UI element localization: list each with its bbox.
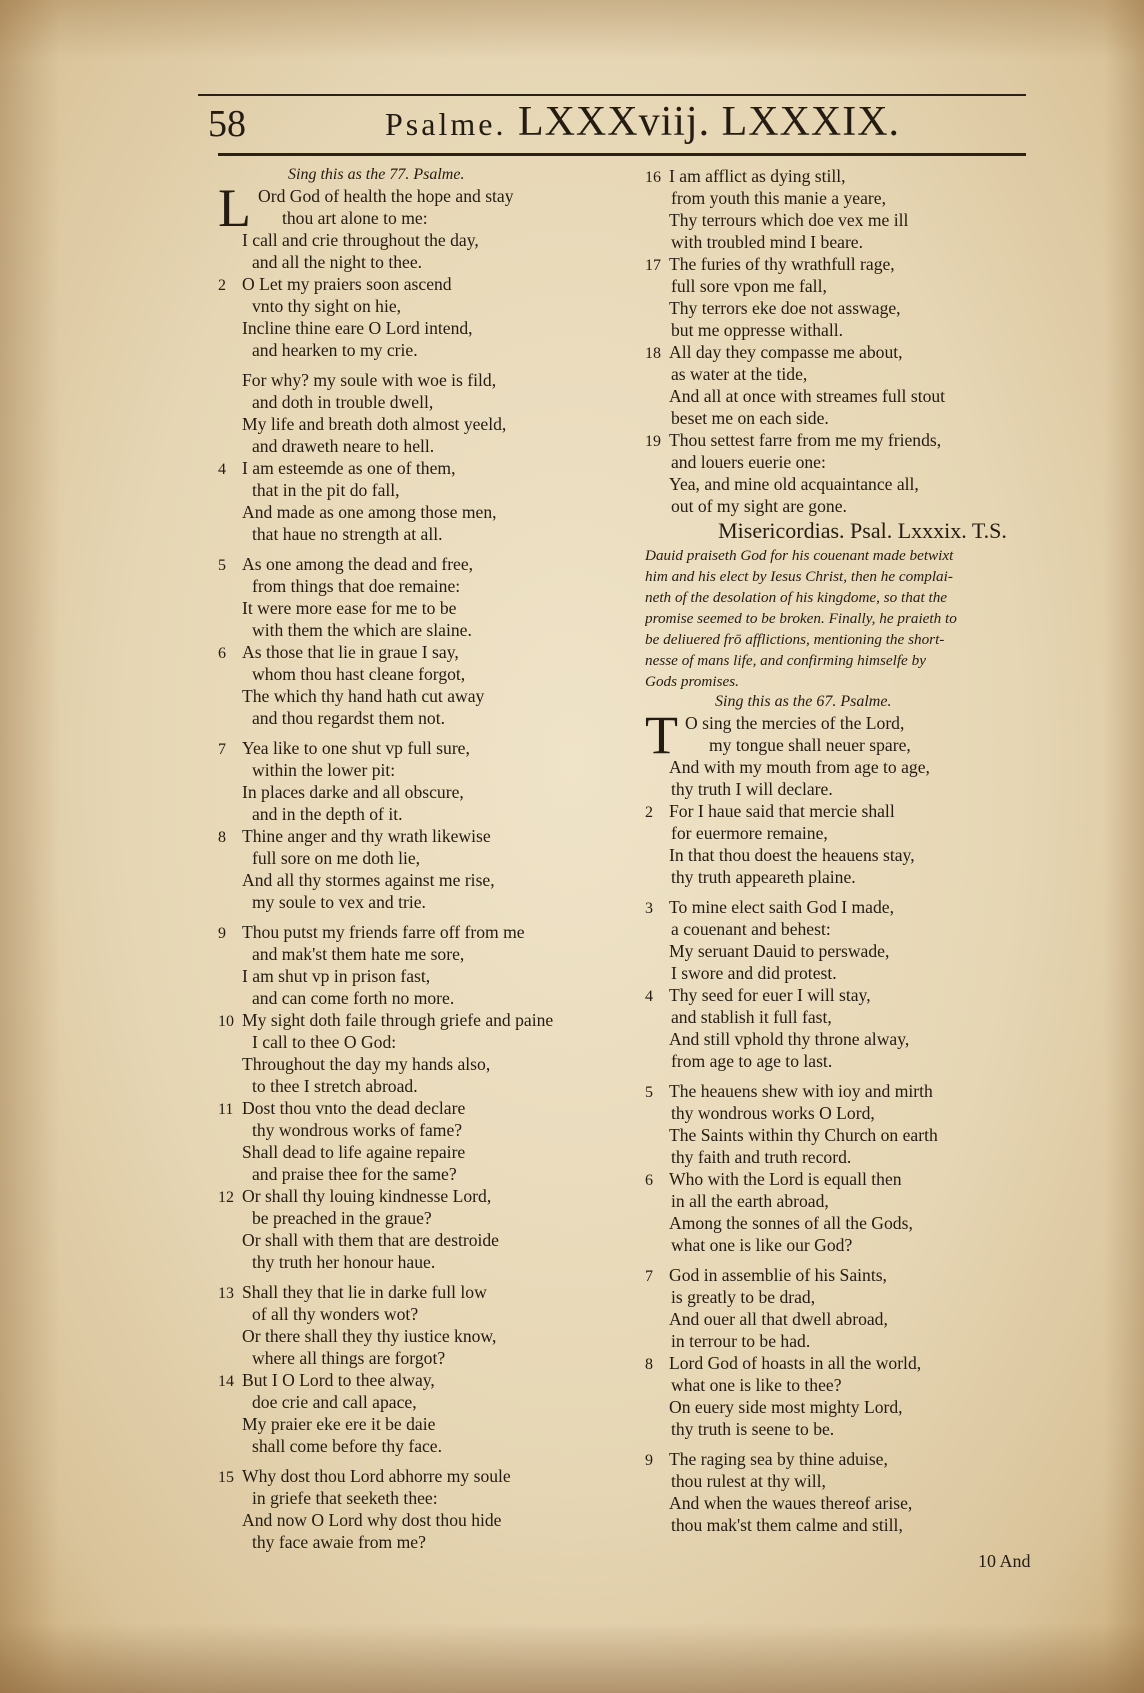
catchword: 10 And [978,1551,1031,1571]
verse-line [218,1281,638,1303]
verse-text: as water at the tide, [671,364,808,384]
verse-line [218,1229,638,1251]
verse-text: and in the depth of it. [252,804,403,824]
verse-text: Or shall with them that are destroide [242,1230,499,1250]
verse-text: thy truth her honour haue. [252,1252,436,1272]
verse-line [218,1509,638,1531]
verse-text: in terrour to be had. [671,1331,811,1351]
verse-line [218,685,638,707]
verse-line [218,339,638,361]
verse-line [218,1163,638,1185]
verse-line [218,273,638,295]
verse-text: For why? my soule with woe is fild, [242,370,497,390]
verse-text: from age to age to last. [671,1051,833,1071]
verse-text: in all the earth abroad, [671,1191,829,1211]
verse-line [645,1286,1040,1308]
verse-number: 2 [645,804,653,821]
argument-line: be deliuered frō afflictions, mentioning the short- [645,631,945,648]
verse-line [218,921,638,943]
verse-number: 5 [218,557,226,574]
verse-text: where all things are forgot? [252,1348,446,1368]
verse-line [218,1207,638,1229]
verse-text: My seruant Dauid to perswade, [669,941,890,961]
verse-number: 13 [218,1285,234,1302]
drop-capital: L [218,178,251,238]
verse-text: thy wondrous works of fame? [252,1120,463,1140]
verse-line [218,707,638,729]
argument-line: him and his elect by Iesus Christ, then he complai- [645,568,953,585]
verse-text: what one is like to thee? [671,1375,842,1395]
verse-text: a couenant and behest: [671,919,831,939]
verse-text: full sore vpon me fall, [671,276,827,296]
verse-text: that in the pit do fall, [252,480,400,500]
verse-line [645,165,1040,187]
verse-line [218,575,638,597]
verse-text: Thou putst my friends farre off from me [242,922,525,942]
verse-text: beset me on each side. [671,408,829,428]
verse-text: In that thou doest the heauens stay, [669,845,915,865]
verse-line [218,317,638,339]
verse-text: Dost thou vnto the dead declare [242,1098,466,1118]
opening-stanza [218,178,638,238]
verse-line [645,778,1040,800]
psalm-argument [645,545,1040,692]
verse-text: The which thy hand hath cut away [242,686,485,706]
verse-text: and thou regardst them not. [252,708,445,728]
verse-line [645,385,1040,407]
verse-number: 9 [645,1452,653,1469]
verse-line [645,187,1040,209]
argument-line: promise seemed to be broken. Finally, he praieth to [645,610,957,627]
verse-line [218,501,638,523]
verse-line [218,1185,638,1207]
verse-text: Throughout the day my hands also, [242,1054,491,1074]
verse-text: In places darke and all obscure, [242,782,464,802]
verse-line [218,1413,638,1435]
verse-text: what one is like our God? [671,1235,853,1255]
verse-number: 17 [645,257,661,274]
verse-text: with troubled mind I beare. [671,232,864,252]
argument-line: nesse of mans life, and confirming himselfe by [645,652,926,669]
verse-text: O Let my praiers soon ascend [242,274,452,294]
verse-text: Among the sonnes of all the Gods, [669,1213,913,1233]
verse-text: thy truth I will declare. [671,779,833,799]
stanza-gap [218,545,638,553]
verse-text: I am shut vp in prison fast, [242,966,431,986]
verse-line [645,962,1040,984]
verse-text: My praier eke ere it be daie [242,1414,436,1434]
verse-line [218,597,638,619]
verse-text: I swore and did protest. [671,963,837,983]
verse-number: 14 [218,1373,234,1390]
verse-line [645,984,1040,1006]
verse-line [218,1435,638,1457]
verse-line [218,1031,638,1053]
verse-line [218,847,638,869]
verse-text: Thy terrors eke doe not asswage, [669,298,901,318]
verse-line [645,253,1040,275]
verse-line [645,231,1040,253]
verse-text: and louers euerie one: [671,452,826,472]
verse-text: out of my sight are gone. [671,496,847,516]
verse-text: But I O Lord to thee alway, [242,1370,435,1390]
verse-number: 18 [645,345,661,362]
verse-text: The furies of thy wrathfull rage, [669,254,895,274]
verse-line [218,1531,638,1553]
verse-text: and draweth neare to hell. [252,436,435,456]
stanza-gap [645,1440,1040,1448]
running-head-numerals: LXXXviij. LXXXIX. [517,99,901,145]
verse-line [218,987,638,1009]
verse-line [645,822,1040,844]
verse-line [218,1303,638,1325]
tune-direction: Sing this as the 67. Psalme. [715,693,892,710]
verse-text: I call and crie throughout the day, [242,230,479,250]
verse-text: thou rulest at thy will, [671,1471,826,1491]
verse-text: I am afflict as dying still, [669,166,846,186]
verse-text: for euermore remaine, [671,823,828,843]
verse-text: Thy terrours which doe vex me ill [669,210,909,230]
verse-line [645,1102,1040,1124]
verse-text: And still vphold thy throne alway, [669,1029,910,1049]
verse-text: Why dost thou Lord abhorre my soule [242,1466,511,1486]
verse-number: 3 [645,900,653,917]
verse-line [645,1418,1040,1440]
verse-text: thou mak'st them calme and still, [671,1515,903,1535]
opening-line: my tongue shall neuer spare, [709,735,911,755]
verse-line [645,451,1040,473]
verse-line [218,1369,638,1391]
verse-text: All day they compasse me about, [669,342,903,362]
verse-line [218,1487,638,1509]
verse-text: And when the waues thereof arise, [669,1493,913,1513]
verse-text: within the lower pit: [252,760,396,780]
verse-line [645,1212,1040,1234]
verse-line [645,1264,1040,1286]
verse-number: 10 [218,1013,234,1030]
verse-text: Yea, and mine old acquaintance all, [669,474,919,494]
verse-text: doe crie and call apace, [252,1392,417,1412]
verse-text: and hearken to my crie. [252,340,418,360]
verse-text: My sight doth faile through griefe and paine [242,1010,554,1030]
verse-number: 12 [218,1189,234,1206]
verse-number: 7 [645,1268,653,1285]
verse-line [645,407,1040,429]
verse-text: thy faith and truth record. [671,1147,852,1167]
verse-line [218,1075,638,1097]
verse-text: to thee I stretch abroad. [252,1076,418,1096]
verse-text: Shall they that lie in darke full low [242,1282,487,1302]
verse-text: from youth this manie a yeare, [671,188,886,208]
verse-text: in griefe that seeketh thee: [252,1488,438,1508]
verse-number: 6 [218,645,226,662]
verse-text: Yea like to one shut vp full sure, [242,738,470,758]
verse-text: As those that lie in graue I say, [242,642,459,662]
verse-line [218,943,638,965]
verse-line [645,1190,1040,1212]
opening-stanza [645,705,1040,765]
verse-line [645,1330,1040,1352]
verse-text: Shall dead to life againe repaire [242,1142,466,1162]
verse-line [645,1028,1040,1050]
verse-text: For I haue said that mercie shall [669,801,895,821]
verse-line [218,759,638,781]
verse-text: thy face awaie from me? [252,1532,426,1552]
verse-line [218,229,638,251]
verse-text: and stablish it full fast, [671,1007,832,1027]
verse-line [218,965,638,987]
verse-line [218,1251,638,1273]
verse-text: My life and breath doth almost yeeld, [242,414,507,434]
verse-line [645,896,1040,918]
verse-number: 7 [218,741,226,758]
verse-text: It were more ease for me to be [242,598,457,618]
verse-text: Thou settest farre from me my friends, [669,430,942,450]
verse-line [218,641,638,663]
verse-line [645,341,1040,363]
verse-line [645,473,1040,495]
top-rule [198,94,1026,96]
verse-line [218,891,638,913]
verse-line [218,1119,638,1141]
verse-line [645,1006,1040,1028]
verse-text: vnto thy sight on hie, [252,296,402,316]
running-head-title: Psalme. [385,106,507,142]
verse-text: shall come before thy face. [252,1436,443,1456]
verse-number: 5 [645,1084,653,1101]
verse-line [645,1234,1040,1256]
bottom-edge-stain [0,1623,1144,1693]
verse-line [645,1514,1040,1536]
verse-number: 8 [218,829,226,846]
stanza-gap [218,729,638,737]
verse-text: from things that doe remaine: [252,576,461,596]
verse-number: 11 [218,1101,234,1118]
verse-number: 16 [645,169,661,186]
verse-lines [645,165,1040,517]
verse-text: Thy seed for euer I will stay, [669,985,871,1005]
verse-number: 19 [645,433,661,450]
verse-lines [218,229,638,1553]
verse-line [218,663,638,685]
verse-line [218,619,638,641]
verse-line [218,1053,638,1075]
stanza-gap [218,1457,638,1465]
page-number: 58 [208,103,246,145]
verse-text: be preached in the graue? [252,1208,432,1228]
verse-number: 4 [218,461,226,478]
verse-line [645,319,1040,341]
verse-line [218,1141,638,1163]
opening-line: O sing the mercies of the Lord, [685,713,905,733]
verse-text: God in assemblie of his Saints, [669,1265,887,1285]
verse-line [218,1325,638,1347]
verse-text: my soule to vex and trie. [252,892,426,912]
verse-line [218,737,638,759]
verse-line [218,1347,638,1369]
verse-text: Lord God of hoasts in all the world, [669,1353,922,1373]
verse-text: whom thou hast cleane forgot, [252,664,466,684]
tune-direction: Sing this as the 77. Psalme. [288,166,465,183]
verse-line [218,369,638,391]
verse-number: 9 [218,925,226,942]
stanza-gap [645,888,1040,896]
verse-text: The heauens shew with ioy and mirth [669,1081,933,1101]
header-rule [218,153,1026,156]
psalm-title: Misericordias. Psal. Lxxxix. T.S. [718,518,1007,543]
verse-line [218,251,638,273]
verse-line [645,1352,1040,1374]
verse-text: is greatly to be drad, [671,1287,816,1307]
verse-text: and doth in trouble dwell, [252,392,434,412]
opening-line: thou art alone to me: [282,208,428,228]
verse-line [645,1374,1040,1396]
verse-line [218,413,638,435]
verse-text: and praise thee for the same? [252,1164,457,1184]
verse-number: 15 [218,1469,234,1486]
verse-line [645,1050,1040,1072]
verse-text: and can come forth no more. [252,988,455,1008]
verse-text: with them the which are slaine. [252,620,472,640]
verse-text: thy truth is seene to be. [671,1419,835,1439]
verse-lines [645,756,1040,1536]
verse-text: Or there shall they thy iustice know, [242,1326,497,1346]
verse-line [218,1009,638,1031]
verse-text: Or shall thy louing kindnesse Lord, [242,1186,492,1206]
right-edge-stain [1104,0,1144,1693]
verse-line [645,940,1040,962]
verse-text: As one among the dead and free, [242,554,474,574]
verse-text: To mine elect saith God I made, [669,897,894,917]
verse-number: 6 [645,1172,653,1189]
verse-line [645,844,1040,866]
verse-line [645,1396,1040,1418]
verse-line [645,1470,1040,1492]
verse-text: Who with the Lord is equall then [669,1169,902,1189]
verse-text: Incline thine eare O Lord intend, [242,318,473,338]
verse-text: and all the night to thee. [252,252,423,272]
verse-line [645,800,1040,822]
verse-line [218,391,638,413]
verse-line [645,866,1040,888]
verse-text: And now O Lord why dost thou hide [242,1510,502,1530]
verse-text: I am esteemde as one of them, [242,458,456,478]
verse-line [645,1448,1040,1470]
opening-line: Ord God of health the hope and stay [258,186,514,206]
verse-line [218,1465,638,1487]
verse-line [645,1308,1040,1330]
verse-number: 2 [218,277,226,294]
verse-line [218,1391,638,1413]
verse-line [218,435,638,457]
verse-text: and mak'st them hate me sore, [252,944,465,964]
verse-text: but me oppresse withall. [671,320,843,340]
verse-line [645,275,1040,297]
verse-text: On euery side most mighty Lord, [669,1397,903,1417]
verse-line [645,1124,1040,1146]
verse-text: The Saints within thy Church on earth [669,1125,938,1145]
verse-line [645,756,1040,778]
verse-line [218,1097,638,1119]
verse-line [645,1492,1040,1514]
verse-text: that haue no strength at all. [252,524,443,544]
verse-number: 8 [645,1356,653,1373]
stanza-gap [645,1072,1040,1080]
verse-text: And all at once with streames full stout [669,386,946,406]
verse-text: And ouer all that dwell abroad, [669,1309,888,1329]
verse-text: Thine anger and thy wrath likewise [242,826,491,846]
verse-line [645,1168,1040,1190]
verse-line [645,363,1040,385]
verse-line [645,1146,1040,1168]
verse-text: And with my mouth from age to age, [669,757,930,777]
verse-text: I call to thee O God: [252,1032,397,1052]
verse-text: full sore on me doth lie, [252,848,421,868]
running-head [385,98,900,146]
drop-capital: T [645,705,678,765]
verse-text: of all thy wonders wot? [252,1304,419,1324]
verse-line [645,495,1040,517]
verse-line [218,457,638,479]
verse-text: thy truth appeareth plaine. [671,867,856,887]
verse-line [218,479,638,501]
right-column [645,165,1040,1536]
left-column [218,165,638,1553]
stanza-gap [218,361,638,369]
verse-text: The raging sea by thine aduise, [669,1449,888,1469]
verse-text: And all thy stormes against me rise, [242,870,495,890]
verse-line [218,781,638,803]
verse-line [218,869,638,891]
verse-line [218,295,638,317]
verse-line [218,803,638,825]
verse-text: thy wondrous works O Lord, [671,1103,875,1123]
stanza-gap [218,1273,638,1281]
verse-line [645,209,1040,231]
verse-line [645,1080,1040,1102]
stanza-gap [645,1256,1040,1264]
stanza-gap [218,913,638,921]
verse-line [645,429,1040,451]
argument-line: neth of the desolation of his kingdome, so that the [645,589,948,606]
top-edge-stain [0,0,1144,60]
argument-line: Gods promises. [645,673,739,690]
verse-number: 4 [645,988,653,1005]
left-edge-stain [0,0,60,1693]
verse-text: And made as one among those men, [242,502,497,522]
verse-line [645,297,1040,319]
verse-line [218,553,638,575]
verse-line [218,523,638,545]
argument-line: Dauid praiseth God for his couenant made betwixt [645,547,954,564]
verse-line [645,918,1040,940]
verse-line [218,825,638,847]
